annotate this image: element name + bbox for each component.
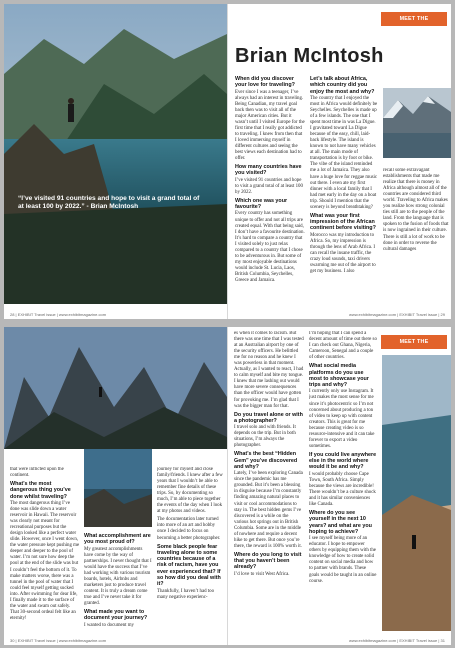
ocean-pool-photo <box>84 449 152 527</box>
article-column-1 <box>235 74 305 304</box>
article-column-3 <box>234 331 304 631</box>
accomplishment-column <box>84 531 152 631</box>
answer: I see myself being more of an educator. I hope to empower others by equipping them with the knowledge of how to create solid content on social media and how to partner with brands. These goals would be taught in an online course. <box>309 536 377 584</box>
answer: I travel solo and with friends. It depends on the trip. But in both situations, I’m always the photographer. <box>234 425 296 449</box>
answer: that were inflicted upon the continent. <box>10 467 64 479</box>
answer: The country that I enjoyed the most in Africa would definitely be Seychelles. Seychelles is made up of a few islands. The one that I spent most time in was La Digue. I gravitated toward La Digue because of the easy, chill, laid-back lifestyle. The island is known to not have many vehicles at all. The main mode of transportation is by foot or bike. The vibe of the island reminded me a lot of Jamaica. They also have a huge love for reggae music out there. I even ate my first dinner with a local family that I had met early in the day on a boat trip. Should I mention that the scenery is beyond breathtaking? <box>310 95 378 210</box>
answer: I’ve visited 91 countries and hope to visit a grand total of at least 100 by 2022. <box>235 177 303 195</box>
question: What accomplishment are you most proud of? <box>84 533 151 546</box>
article-title: Brian McIntosh <box>235 45 384 67</box>
article-column-1 <box>10 467 80 632</box>
answer: recall some extravagant establishments that made me realize that there is money in Africa although almost all of the countries are considered third world. Traveling to Africa makes you realize how strong colonial ties still are to the people of the land. From the language that is spoken to the fusion of foods that is now ingrained in their culture. There is still a lot of work to be done in order to reverse the cultural damages <box>383 168 449 252</box>
mountain-peaks-photo <box>4 327 227 449</box>
article-column-3 <box>383 168 449 304</box>
article-column-2 <box>157 467 223 632</box>
coastal-rocks-image <box>382 355 451 631</box>
question: Let’s talk about Africa, which country did you enjoy the most and why? <box>310 76 375 95</box>
article-column-2 <box>310 74 378 304</box>
fjord-image <box>383 88 451 158</box>
page-footer-28: 28 | EXHIBIT Travel issue | www.exhibitmagazine.com <box>10 312 107 317</box>
mountain-peaks-image <box>4 327 227 449</box>
question: What made you want to document your journey? <box>84 609 148 622</box>
article-column-4 <box>309 331 377 631</box>
answer: My greatest accomplishments have come by the way of partnerships. I never thought that I would have the success that I’ve had working with various tourism boards, hotels, Airbnbs and marketers just to produce travel content. It is truly a dream come true and I’ve never take it for granted. <box>84 546 152 607</box>
spread-pages-30-31 <box>4 327 451 645</box>
answer: es when it comes to racism. But there was one time that I was tested at an Australian airport by one of the security officers. He belittled me for no reason and he knew I was powerless in that moment. Actually, as I wanted to react, I had to calm myself and bite my tongue. I knew that me lashing out would have more severe consequences than the officer would have gotten for provoking me. I’m glad that I was the bigger man for that. <box>234 331 304 409</box>
answer: I currently only use Instagram. It just makes the most sense for me since it’s photocentric so I’m not concerned about producing a ton of video to keep up with content creators. This is great for me because creating video is so resource-intensive and it can take forever to export a video sometimes. <box>309 389 375 449</box>
question: What’s the best “Hidden Gem” you’ve discovered and why? <box>234 451 298 470</box>
answer: Lately, I’ve been exploring Canada since the pandemic has me grounded. But it’s been a blessing in disguise because I’m constantly finding amazing natural places to visit or cool accommodations to stay in. The best hidden gems I’ve discovered is a while on the various hot springs out in British Columbia. Some are in the middle of nowhere and require a decent hike to get there. But once you’re there, the reward is 100% worth it. <box>234 471 303 549</box>
answer: The most dangerous thing I’ve done was slide down a water reservoir in Hawaii. The reservoir was clearly not meant for recreational purposes but the design looked like a perfect water slide. However, once I went down, the water pressure kept pushing me deeper and deeper to the pool of water. I’m not sure how deep the pool at the end of the slide was but I couldn’t feel the bottom of it. To make matters worse, there was a tunnel in the pool of water that I could feel myself getting sucked into. After swimming for dear life, I finally made it to the surface of the water and swam out safely. That 30-second ordeal felt like an eternity! <box>10 500 80 621</box>
question: What social media platforms do you use most to showcase your trips and why? <box>309 363 369 389</box>
question: Where do you see yourself in the next 10 years? and what are you hoping to achieve? <box>309 510 372 535</box>
answer: journey for myself and close family/friends. I knew after a few years that I wouldn’t be able to remember fine details of these trips. So, by documenting so much, I’m able to piece together the events of the day when I look at my photos and videos. <box>157 467 223 515</box>
answer: I wanted to document my <box>84 622 134 628</box>
answer: I’d love to visit West Africa. <box>234 571 290 577</box>
page-footer-29: www.exhibitmagazine.com | EXHIBIT Travel issue | 29 <box>348 312 445 317</box>
question: Which one was your favourite? <box>235 197 288 211</box>
answer: Every country has something unique to offer and not all trips are created equal. With that being said, I don’t have a favourite destination. It’s hard to compare a country that I visited solely to just relax compared to a country that I chose to be adventurous in. But some of my most enjoyable destinations would include St. Lucia, Laos, British Columbia, Seychelles, Greece and Jamaica. <box>235 211 305 283</box>
ocean-pool-image <box>84 449 152 527</box>
section-tag: MEET THE TRAVELLERS <box>381 12 447 26</box>
page-gutter <box>227 4 228 319</box>
question: What’s the most dangerous thing you’ve done whilst traveling? <box>10 481 71 500</box>
answer: I would probably choose Cape Town, South Africa. Simply because the views are incredible! There wouldn’t be a culture shock and it has similar conveniences like Canada. <box>309 471 376 508</box>
answer: Thankfully, I haven’t had too many negative experienc- <box>157 588 215 600</box>
lake-viewpoint-photo <box>4 4 227 304</box>
spread-pages-28-29 <box>4 4 451 319</box>
pull-quote: “I’ve visited 91 countries and hope to visit a grand total of at least 100 by 2022.” - Brian McIntosh <box>18 195 200 210</box>
fjord-photo <box>383 88 451 158</box>
question: What was your first impression of the African continent before visiting? <box>310 212 376 232</box>
mountain-lake-image <box>4 4 227 304</box>
question: How many countries have you visited? <box>235 164 302 177</box>
answer: Ever since I was a teenager, I’ve always had an interest in traveling. Being Canadian, my travel goal back then was to visit all of the major American cities. But it wasn’t until I visited Europe for the first time that I really got addicted to traveling. I knew from then that I loved immersing myself in different cultures and seeing the best views each destination had to offer. <box>235 89 305 162</box>
page-gutter <box>227 327 228 645</box>
section-tag: MEET THE <box>381 335 447 349</box>
question: When did you discover your love for traveling? <box>235 76 295 89</box>
coastal-rocks-photo <box>382 355 451 631</box>
page-footer-31: www.exhibitmagazine.com | EXHIBIT Travel issue | 31 <box>348 638 445 643</box>
page-footer-30: 30 | EXHIBIT Travel issue | www.exhibitmagazine.com <box>10 638 107 643</box>
answer: I’m hoping that I can spend a decent amount of time out there so I can check out Ghana, Nigeria, Cameroon, Senegal and a couple of other countries. <box>309 331 377 361</box>
question: Where do you long to visit that you haven’t been already? <box>234 551 302 571</box>
answer: The documentation later turned into more of an art and hobby once I decided to focus on becoming a better photographer. <box>157 517 221 541</box>
question: Some black people fear traveling alone to some countries because of a risk of racism, have you ever experienced that? If so how did you deal with it? <box>157 543 221 588</box>
question: If you could live anywhere else in the world where would it be and why? <box>309 451 377 471</box>
answer: Morocco was my introduction to Africa. So, my impression is through the lens of Arab Africa. I can recall the insane traffic, the crazy loud sounds, taxi drivers swarming me out of the airport to get my business. I also <box>310 232 376 274</box>
question: Do you travel alone or with a photographer? <box>234 411 303 424</box>
